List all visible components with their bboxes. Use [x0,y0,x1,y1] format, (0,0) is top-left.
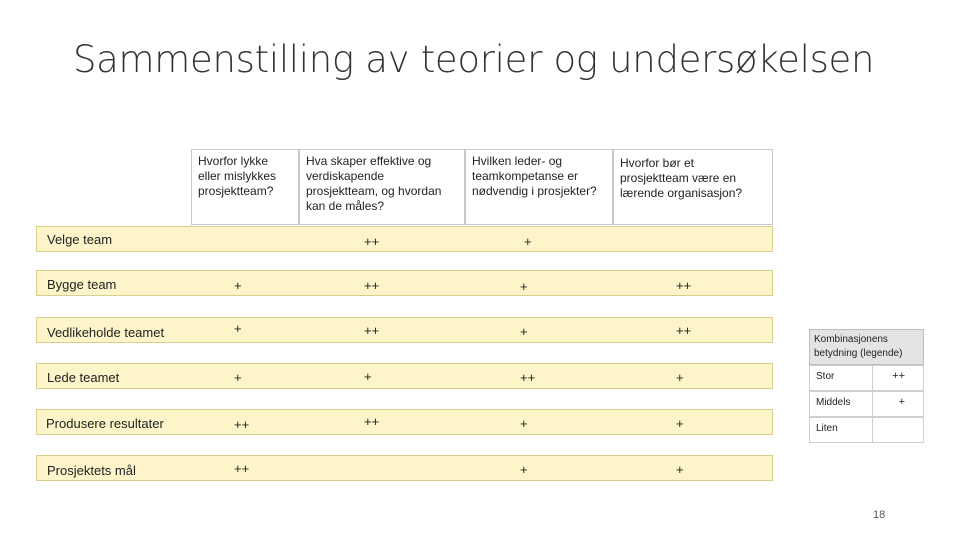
cell: + [234,321,242,336]
cell: ++ [364,414,380,429]
row-label-prosjektets-mal: Prosjektets mål [47,463,136,478]
cell: + [364,369,372,384]
column-header-1: Hvorfor lykke eller mislykkes prosjektteam? [191,149,299,225]
cell: + [676,462,684,477]
legend-label: Middels [816,397,851,408]
legend-header: Kombinasjonens betydning (legende) [809,329,924,365]
cell: + [524,234,532,249]
column-header-3: Hvilken leder- og teamkompetanse er nødvendig i prosjekter? [465,149,613,225]
page-number: 18 [873,509,886,521]
cell: ++ [364,278,380,293]
cell: + [676,416,684,431]
legend-row-liten [809,417,924,443]
row-label-bygge-team: Bygge team [47,277,117,292]
legend-label: Stor [816,371,835,382]
table-row [36,455,773,481]
column-header-2: Hva skaper effektive og verdiskapende prosjektteam, og hvordan kan de måles? [299,149,465,225]
legend-row-middels [809,391,924,417]
table-row [36,226,773,252]
legend-label: Liten [816,423,838,434]
table-row [36,270,773,296]
cell: ++ [364,323,380,338]
table-row [36,363,773,389]
cell: ++ [676,278,692,293]
legend-value: ++ [892,370,905,382]
cell: + [520,279,528,294]
cell: + [234,370,242,385]
cell: + [676,370,684,385]
cell: ++ [520,370,536,385]
cell: ++ [234,461,250,476]
cell: ++ [364,234,380,249]
column-header-4: Hvorfor bør et prosjektteam være en lærende organisasjon? [613,149,773,225]
slide-title: Sammenstilling av teorier og undersøkelsen [73,38,875,81]
row-label-produsere-resultater: Produsere resultater [46,416,164,431]
legend-row-stor [809,365,924,391]
cell: + [520,324,528,339]
cell: + [520,416,528,431]
legend-value: + [898,396,905,408]
row-label-velge-team: Velge team [47,232,113,247]
row-label-vedlikeholde-teamet: Vedlikeholde teamet [47,325,165,340]
cell: + [520,462,528,477]
cell: ++ [676,323,692,338]
cell: ++ [234,417,250,432]
cell: + [234,278,242,293]
row-label-lede-teamet: Lede teamet [47,370,120,385]
